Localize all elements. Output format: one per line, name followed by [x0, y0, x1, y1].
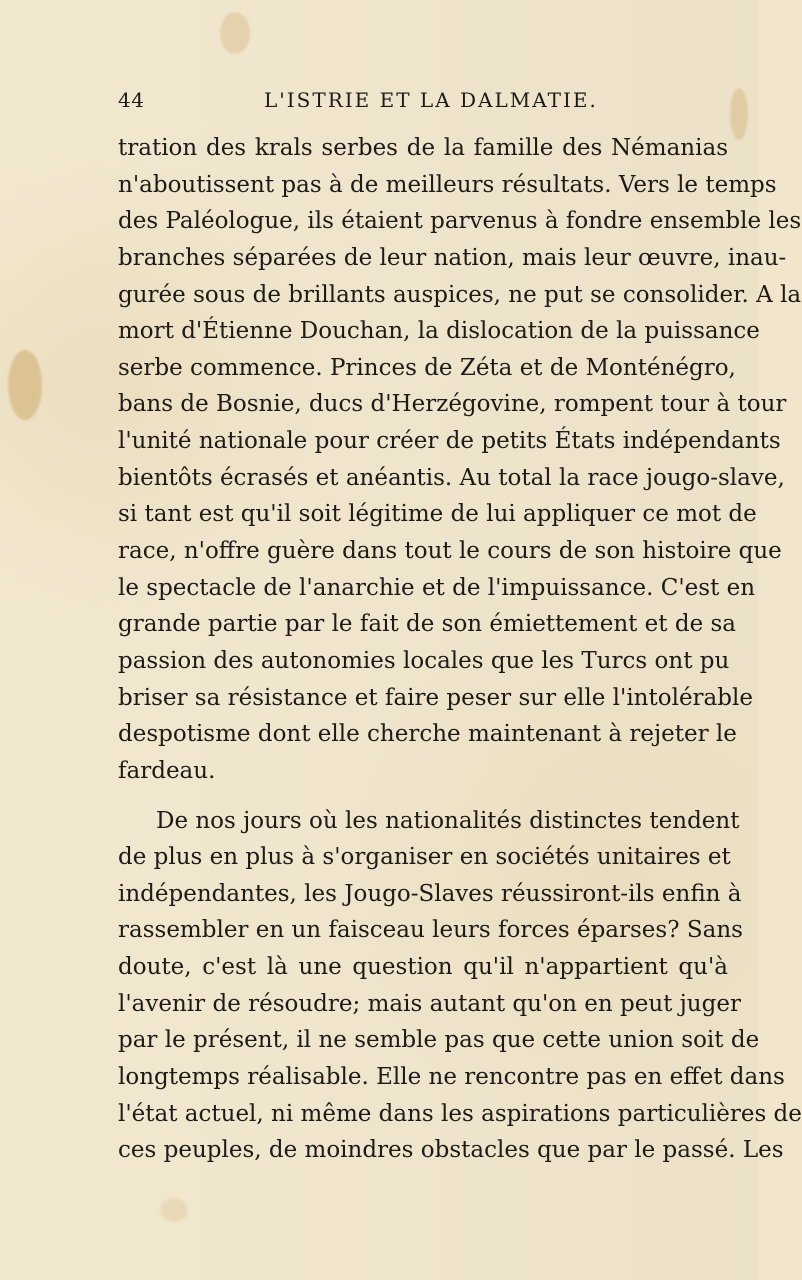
paragraph-1 — [118, 130, 802, 790]
running-head: L'ISTRIE ET LA DALMATIE. — [264, 88, 598, 112]
text-line: l'avenir de résoudre; mais autant qu'on en peut juger — [118, 990, 741, 1017]
text-line: passion des autonomies locales que les Turcs ont pu — [118, 647, 730, 674]
text-line: doute, c'est là une question qu'il n'appartient qu'à — [118, 954, 728, 981]
text-line: ces peuples, de moindres obstacles que par le passé. Les — [118, 1137, 784, 1164]
page-header — [118, 88, 730, 118]
text-line: le spectacle de l'anarchie et de l'impuissance. C'est en — [118, 574, 756, 601]
text-line: serbe commence. Princes de Zéta et de Monténégro, — [118, 354, 736, 381]
text-line: De nos jours où les nationalités distinctes tendent — [156, 807, 740, 834]
page-number: 44 — [118, 88, 145, 112]
text-line: l'unité nationale pour créer de petits États indépendants — [118, 428, 781, 455]
text-line: si tant est qu'il soit légitime de lui appliquer ce mot de — [118, 501, 757, 528]
text-line: race, n'offre guère dans tout le cours de son histoire que — [118, 538, 782, 565]
text-line: des Paléologue, ils étaient parvenus à fondre ensemble les — [118, 208, 802, 235]
text-line: rassembler en un faisceau leurs forces éparses? Sans — [118, 917, 743, 944]
text-line: indépendantes, les Jougo-Slaves réussiront-ils enfin à — [118, 880, 742, 907]
text-line: bientôts écrasés et anéantis. Au total la race jougo-slave, — [118, 464, 785, 491]
text-line: tration des krals serbes de la famille des Némanias — [118, 135, 728, 161]
paper-stain — [730, 88, 748, 140]
text-line: briser sa résistance et faire peser sur elle l'intolérable — [118, 684, 753, 711]
text-line: longtemps réalisable. Elle ne rencontre pas en effet dans — [118, 1064, 785, 1091]
text-line: bans de Bosnie, ducs d'Herzégovine, rompent tour à tour — [118, 391, 787, 418]
paper-stain — [160, 1198, 188, 1222]
text-line: mort d'Étienne Douchan, la dislocation de la puissance — [118, 318, 760, 345]
text-line: grande partie par le fait de son émiettement et de sa — [118, 611, 737, 638]
text-line: par le présent, il ne semble pas que cette union soit de — [118, 1027, 760, 1054]
text-body — [118, 130, 802, 1169]
text-line: branches séparées de leur nation, mais leur œuvre, inau- — [118, 244, 787, 271]
text-line: gurée sous de brillants auspices, ne put se consolider. A la — [118, 281, 802, 308]
text-line: l'état actuel, ni même dans les aspirations particulières de — [118, 1100, 802, 1127]
text-line: despotisme dont elle cherche maintenant à rejeter le — [118, 721, 737, 748]
paragraph-2 — [118, 803, 802, 1169]
paper-stain — [220, 12, 250, 54]
text-line: n'aboutissent pas à de meilleurs résultats. Vers le temps — [118, 171, 777, 198]
text-line: de plus en plus à s'organiser en sociétés unitaires et — [118, 844, 731, 871]
paper-stain — [8, 350, 42, 420]
text-line: fardeau. — [118, 757, 216, 784]
